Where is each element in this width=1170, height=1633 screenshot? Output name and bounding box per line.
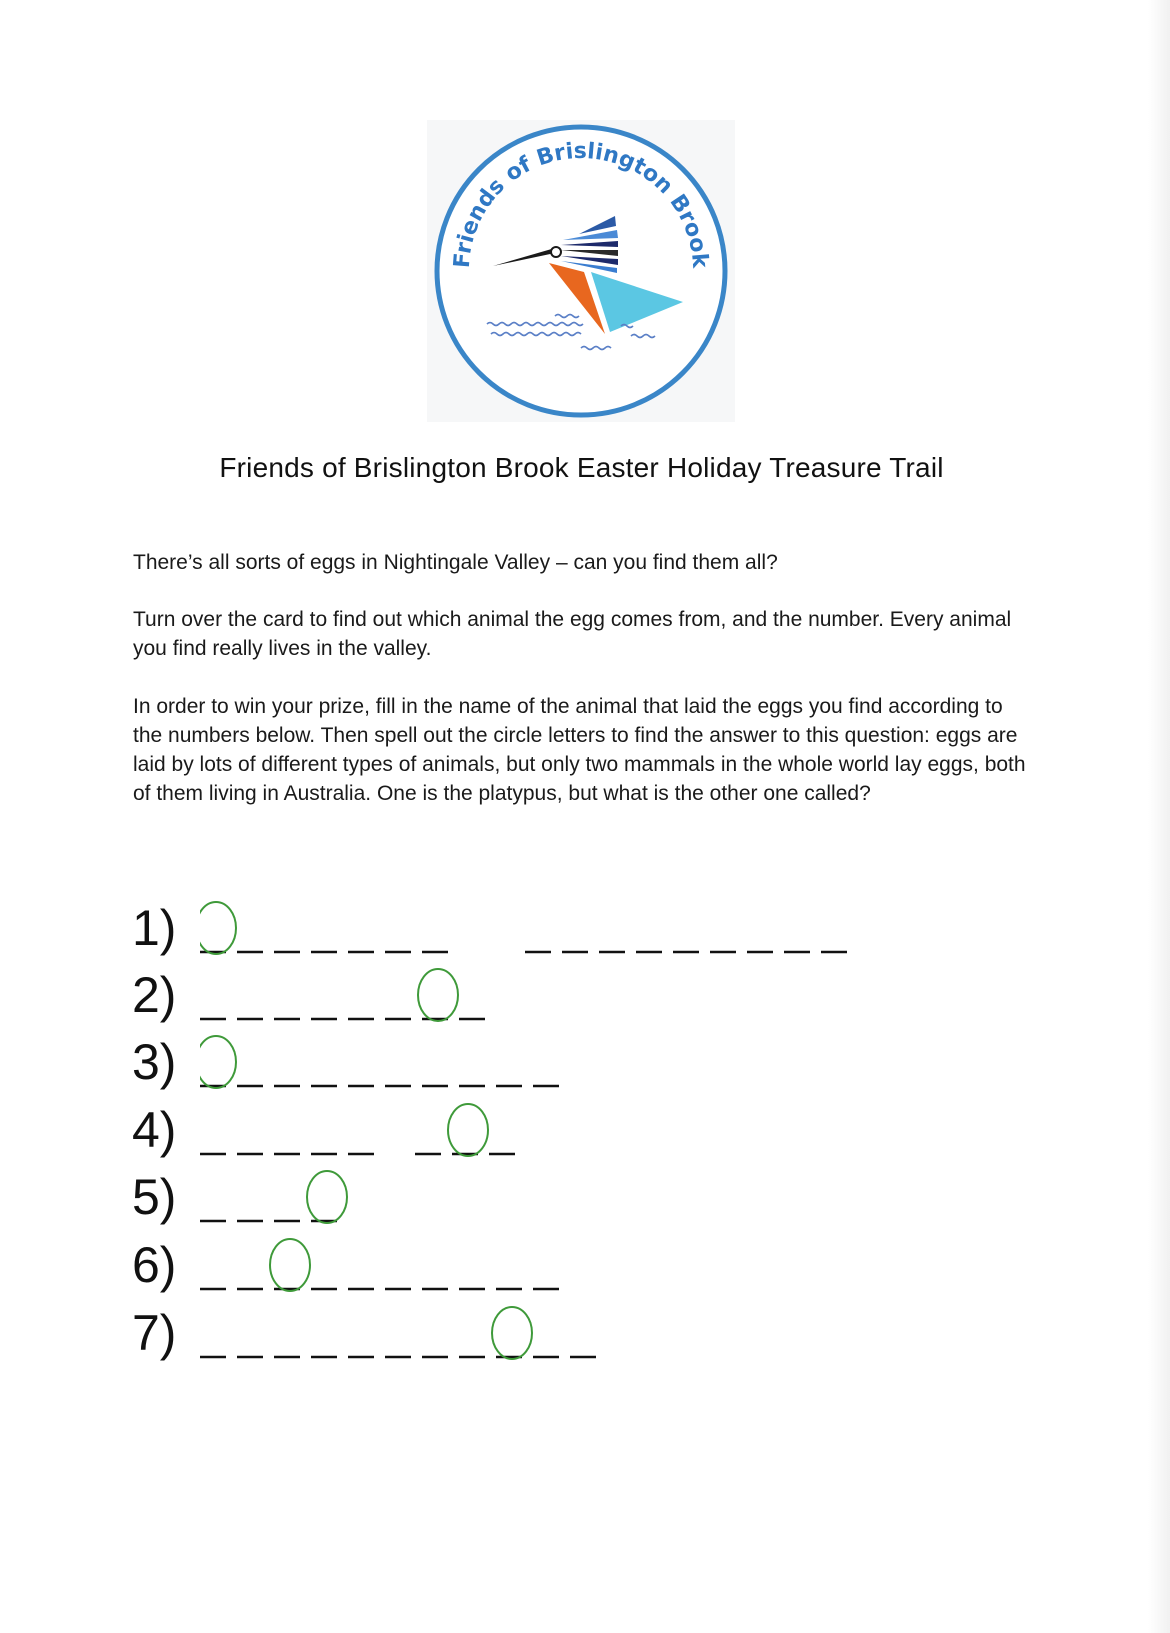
puzzle-row [132, 965, 892, 1025]
answer-letter-circle[interactable] [418, 969, 458, 1021]
page-title: Friends of Brislington Brook Easter Holiday Treasure Trail [219, 452, 944, 483]
instructions-paragraph: Turn over the card to find out which animal the egg comes from, and the number. Every animal you find really lives in the valley. [133, 608, 1012, 660]
row-number: 2) [132, 967, 177, 1023]
intro-paragraph: There’s all sorts of eggs in Nightingale Valley – can you find them all? [133, 551, 778, 574]
row-number: 7) [132, 1305, 177, 1361]
answer-letter-circle[interactable] [448, 1104, 488, 1156]
logo-ring-text: Friends of Brislington Brook [449, 138, 713, 269]
letter-blanks[interactable] [200, 898, 880, 958]
answer-letter-circle[interactable] [270, 1239, 310, 1291]
puzzle-row [132, 1167, 892, 1227]
logo [427, 120, 735, 422]
puzzle-row [132, 1235, 892, 1295]
answer-letter-circle[interactable] [200, 902, 236, 954]
letter-blanks[interactable] [200, 1032, 880, 1092]
logo-emblem [427, 120, 735, 422]
puzzle-row [132, 898, 892, 958]
row-number: 3) [132, 1034, 177, 1090]
puzzle-row [132, 1032, 892, 1092]
letter-blanks[interactable] [200, 1100, 880, 1160]
puzzle-row [132, 1100, 892, 1160]
answer-letter-circle[interactable] [492, 1307, 532, 1359]
row-number: 6) [132, 1237, 177, 1293]
puzzle-row [132, 1303, 892, 1363]
answer-letter-circle[interactable] [200, 1036, 236, 1088]
question-paragraph: In order to win your prize, fill in the name of the animal that laid the eggs you find according to the numbers below. Then spell out the circle letters to find the answer to this question: eggs are laid by lots of different types of animals, but only two mammals in the whole world lay eggs, both of them living in Australia. One is the platypus, but what is the other one called? [133, 695, 1026, 805]
letter-blanks[interactable] [200, 965, 880, 1025]
letter-blanks[interactable] [200, 1303, 880, 1363]
row-number: 4) [132, 1102, 177, 1158]
answer-letter-circle[interactable] [307, 1171, 347, 1223]
page-edge-shadow [1148, 0, 1170, 1633]
row-number: 1) [132, 900, 177, 956]
letter-blanks[interactable] [200, 1235, 880, 1295]
letter-blanks[interactable] [200, 1167, 880, 1227]
row-number: 5) [132, 1169, 177, 1225]
